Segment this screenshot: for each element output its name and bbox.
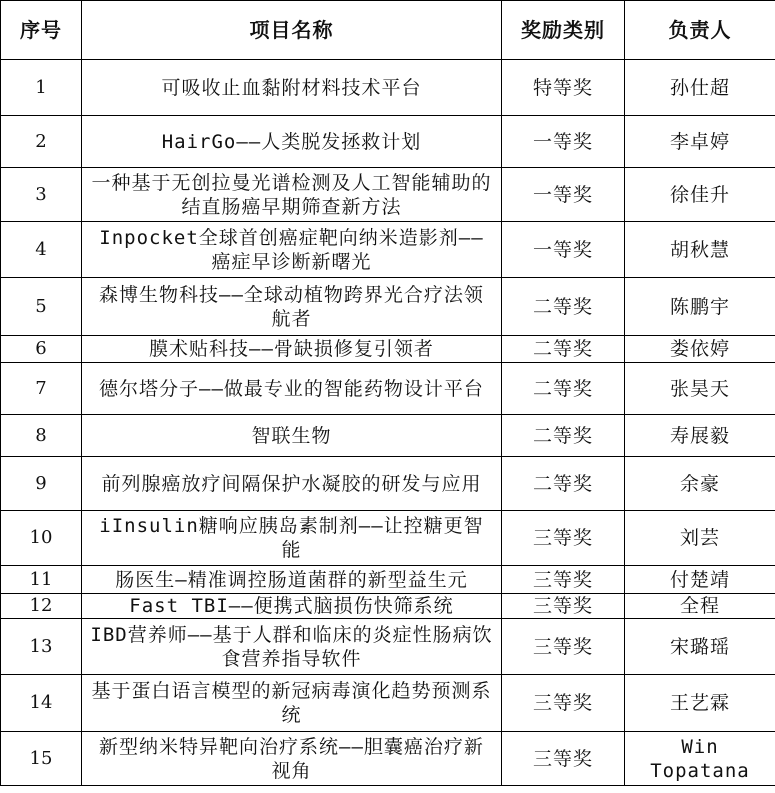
table-row: [1, 222, 775, 278]
header-row: [1, 1, 775, 60]
row-no: 6: [1, 336, 82, 363]
row-name: Fast TBI——便携式脑损伤快筛系统: [82, 594, 502, 619]
row-no: 10: [1, 511, 82, 566]
row-name: 新型纳米特异靶向治疗系统——胆囊癌治疗新视角: [82, 732, 502, 786]
table-row: [1, 363, 775, 415]
row-no: 5: [1, 278, 82, 336]
row-award: 三等奖: [502, 511, 625, 566]
table-row: [1, 457, 775, 511]
header-person: 负责人: [625, 1, 775, 60]
header-no: 序号: [1, 1, 82, 60]
row-person: 宋璐瑶: [625, 619, 775, 675]
row-name: 前列腺癌放疗间隔保护水凝胶的研发与应用: [82, 457, 502, 511]
row-person: 陈鹏宇: [625, 278, 775, 336]
table-row: [1, 168, 775, 222]
row-name: Inpocket全球首创癌症靶向纳米造影剂——癌症早诊断新曙光: [82, 222, 502, 278]
row-person: 张昊天: [625, 363, 775, 415]
row-no: 12: [1, 594, 82, 619]
row-no: 4: [1, 222, 82, 278]
row-name: 膜术贴科技——骨缺损修复引领者: [82, 336, 502, 363]
row-no: 9: [1, 457, 82, 511]
row-name: 森博生物科技——全球动植物跨界光合疗法领航者: [82, 278, 502, 336]
row-name: 可吸收止血黏附材料技术平台: [82, 60, 502, 116]
row-person: Win Topatana: [625, 732, 775, 786]
table-row: [1, 278, 775, 336]
table-row: [1, 732, 775, 786]
row-award: 一等奖: [502, 168, 625, 222]
row-person: 李卓婷: [625, 116, 775, 168]
table-row: [1, 594, 775, 619]
row-no: 3: [1, 168, 82, 222]
row-award: 二等奖: [502, 363, 625, 415]
row-name: 基于蛋白语言模型的新冠病毒演化趋势预测系统: [82, 675, 502, 732]
row-name: HairGo——人类脱发拯救计划: [82, 116, 502, 168]
table-row: [1, 675, 775, 732]
row-no: 8: [1, 415, 82, 457]
row-award: 三等奖: [502, 675, 625, 732]
row-name: 智联生物: [82, 415, 502, 457]
row-award: 一等奖: [502, 116, 625, 168]
header-name: 项目名称: [82, 1, 502, 60]
row-person: 王艺霖: [625, 675, 775, 732]
row-award: 三等奖: [502, 594, 625, 619]
table-row: [1, 619, 775, 675]
row-person: 余豪: [625, 457, 775, 511]
row-award: 一等奖: [502, 222, 625, 278]
row-person: 胡秋慧: [625, 222, 775, 278]
table-row: [1, 60, 775, 116]
row-award: 二等奖: [502, 278, 625, 336]
row-name: 一种基于无创拉曼光谱检测及人工智能辅助的结直肠癌早期筛查新方法: [82, 168, 502, 222]
row-person: 徐佳升: [625, 168, 775, 222]
table-row: [1, 511, 775, 566]
row-award: 二等奖: [502, 457, 625, 511]
row-name: 肠医生—精准调控肠道菌群的新型益生元: [82, 566, 502, 594]
row-no: 13: [1, 619, 82, 675]
row-person: 付楚靖: [625, 566, 775, 594]
row-award: 三等奖: [502, 619, 625, 675]
row-name: IBD营养师——基于人群和临床的炎症性肠病饮食营养指导软件: [82, 619, 502, 675]
row-no: 15: [1, 732, 82, 786]
row-no: 14: [1, 675, 82, 732]
table-row: [1, 566, 775, 594]
row-person: 娄依婷: [625, 336, 775, 363]
row-award: 特等奖: [502, 60, 625, 116]
row-person: 孙仕超: [625, 60, 775, 116]
row-award: 三等奖: [502, 566, 625, 594]
row-award: 三等奖: [502, 732, 625, 786]
row-award: 二等奖: [502, 415, 625, 457]
row-person: 寿展毅: [625, 415, 775, 457]
row-person: 刘芸: [625, 511, 775, 566]
row-no: 1: [1, 60, 82, 116]
table-row: [1, 336, 775, 363]
row-award: 二等奖: [502, 336, 625, 363]
header-award: 奖励类别: [502, 1, 625, 60]
row-person: 全程: [625, 594, 775, 619]
row-no: 7: [1, 363, 82, 415]
row-name: iInsulin糖响应胰岛素制剂——让控糖更智能: [82, 511, 502, 566]
row-name: 德尔塔分子——做最专业的智能药物设计平台: [82, 363, 502, 415]
table-row: [1, 415, 775, 457]
row-no: 11: [1, 566, 82, 594]
row-no: 2: [1, 116, 82, 168]
table-row: [1, 116, 775, 168]
